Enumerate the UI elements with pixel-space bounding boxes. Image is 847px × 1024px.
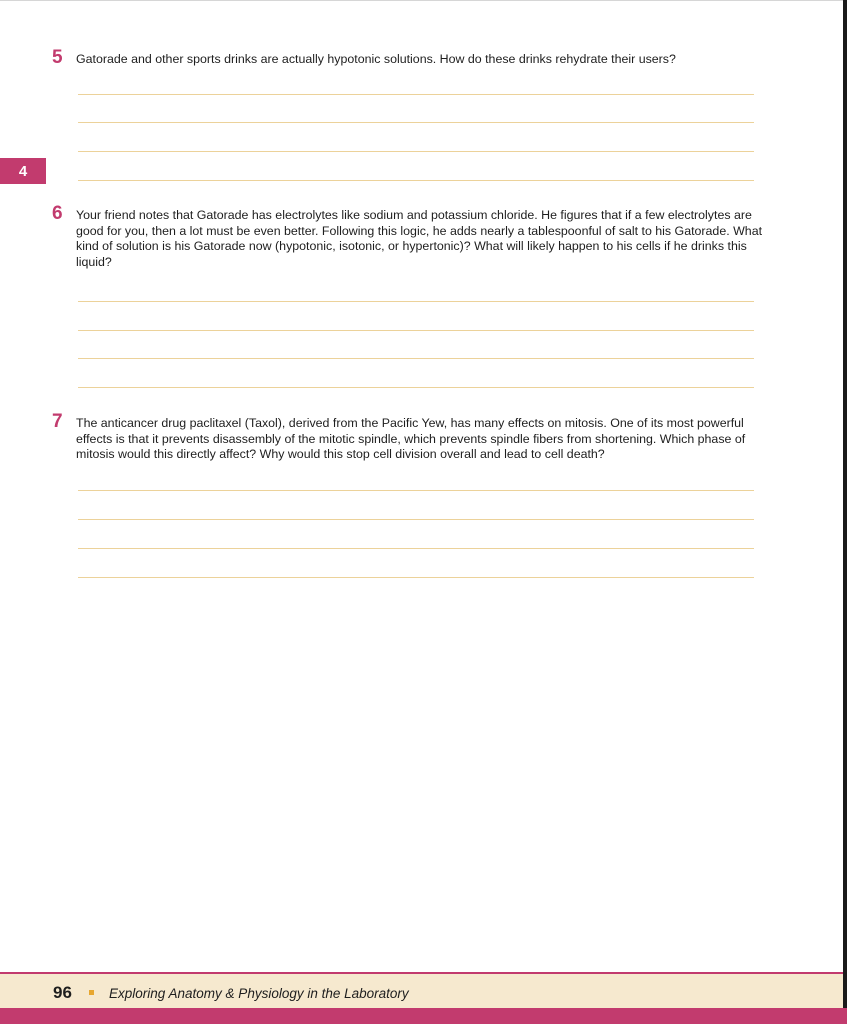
answer-line[interactable] <box>78 548 754 549</box>
answer-line[interactable] <box>78 358 754 359</box>
answer-line[interactable] <box>78 330 754 331</box>
answer-line[interactable] <box>78 301 754 302</box>
footer-bottom-bar <box>0 1008 847 1024</box>
chapter-tab: 4 <box>0 158 46 184</box>
question-number: 6 <box>52 203 63 224</box>
footer-separator-icon <box>89 990 94 995</box>
question-5 <box>52 47 764 68</box>
answer-line[interactable] <box>78 180 754 181</box>
question-7 <box>52 411 764 463</box>
answer-line[interactable] <box>78 519 754 520</box>
question-number: 7 <box>52 411 63 432</box>
answer-line[interactable] <box>78 151 754 152</box>
answer-line[interactable] <box>78 577 754 578</box>
question-text: Your friend notes that Gatorade has electrolytes like sodium and potassium chloride. He figures that if a few electrolytes are good for you, then a lot must be even better. Following this logic, he adds nearly a tablespoonful of salt to his Gatorade. What kind of solution is his Gatorade now (hypotonic, isotonic, or hypertonic)? What will likely happen to his cells if he drinks this liquid? <box>76 208 763 269</box>
answer-line[interactable] <box>78 490 754 491</box>
book-title: Exploring Anatomy & Physiology in the Laboratory <box>109 986 409 1001</box>
answer-line[interactable] <box>78 122 754 123</box>
question-text: Gatorade and other sports drinks are actually hypotonic solutions. How do these drinks rehydrate their users? <box>76 52 676 66</box>
question-6 <box>52 203 764 270</box>
answer-line[interactable] <box>78 387 754 388</box>
question-text: The anticancer drug paclitaxel (Taxol), derived from the Pacific Yew, has many effects on mitosis. One of its most powerful effects is that it prevents disassembly of the mitotic spindle, which prevents spindle fibers from shortening. Which phase of mitosis would this directly affect? Why would this stop cell division overall and lead to cell death? <box>76 416 746 462</box>
page-top-border <box>0 0 847 1</box>
page-number: 96 <box>53 983 72 1002</box>
page-right-edge <box>843 0 847 1024</box>
question-number: 5 <box>52 47 63 68</box>
answer-line[interactable] <box>78 94 754 95</box>
